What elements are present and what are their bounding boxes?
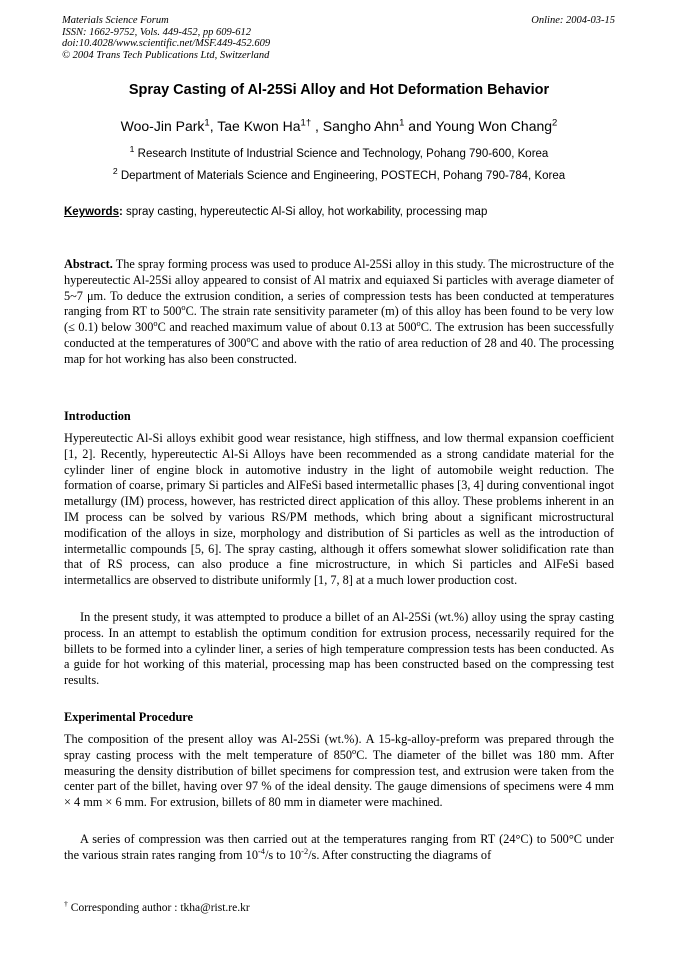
- abstract-text: C. The strain rate sensitivity parameter (m) of this alloy has been found to be very low (≤ 0.1) below 300: [64, 304, 614, 335]
- author-name: Woo-Jin Park: [120, 118, 205, 134]
- paragraph-text: The composition of the present alloy was Al-25Si (wt.%). A 15-kg-alloy-preform was prepared through the spray casting process with the melt temperature of 850: [64, 732, 614, 762]
- journal-header: [62, 15, 270, 61]
- author-name: Sangho Ahn: [322, 118, 400, 134]
- footnote-mark: †: [64, 899, 68, 909]
- affiliation-number: 2: [112, 166, 118, 177]
- abstract-text: C. The extrusion has been successfully conducted at the temperatures of 300: [64, 320, 615, 350]
- affiliation-text: Research Institute of Industrial Science and Technology, Pohang 790-600, Korea: [134, 148, 549, 160]
- paragraph-text: /s to 10: [264, 847, 302, 862]
- affiliation-number: 1: [129, 144, 135, 155]
- issn-line: ISSN: 1662-9752, Vols. 449-452, pp 609-612: [62, 26, 251, 38]
- paragraph: Hypereutectic Al-Si alloys exhibit good wear resistance, high stiffness, and low thermal expansion coefficient [1, 2]. Recently, hypereutectic Al-Si Alloys have been recommended as a strong candidate material for the cylinder liner of engine block in automotive industry in the light of automobile weight reduction. The formation of coarse, primary Si particles and AlFeSi based intermetallic phases [3, 4] during conventional ingot metallurgy (IM) process, however, has restricted direct application of this alloy. These problems inherent in an IM process can be solved by various RS/PM methods, which bring about a significant microstructural modification of the alloys in size, morphology and distribution of Si particles as well as the introduction of intermetallic compounds [5, 6]. The spray casting, although it offers somewhat slower solidification rate than that of RS process, can also produce a fine microstructure, in which Si particles and AlFeSi based intermetallics are observed to distribute uniformly [1, 7, 8] at a much lower production cost.: [64, 431, 614, 588]
- section-heading-experimental: Experimental Procedure: [64, 710, 193, 724]
- author-affil-mark: 1: [204, 117, 210, 129]
- online-date: Online: 2004-03-15: [531, 15, 615, 26]
- degree-mark: o: [246, 334, 251, 344]
- abstract: [64, 257, 614, 368]
- footnote: [64, 899, 250, 914]
- degree-mark: o: [181, 303, 186, 313]
- footnote-text: Corresponding author : tkha@rist.re.kr: [67, 902, 250, 914]
- paragraph-text: A series of compression was then carried out at the temperatures ranging from RT (24°C) to 500°C under the various strain rates ranging from 10: [64, 832, 614, 862]
- author-name: Tae Kwon Ha: [217, 118, 301, 134]
- abstract-label: Abstract.: [64, 257, 113, 271]
- paragraph-text: /s. After constructing the diagrams of: [308, 847, 492, 862]
- author-separator: ,: [311, 118, 323, 134]
- paragraph: [64, 732, 614, 811]
- affiliation-text: Department of Materials Science and Engineering, POSTECH, Pohang 790-784, Korea: [117, 170, 566, 182]
- exponent: -2: [301, 846, 309, 856]
- keywords-label: Keywords: [64, 206, 119, 218]
- paragraph: In the present study, it was attempted to produce a billet of an Al-25Si (wt.%) alloy using the spray casting process. In an attempt to establish the optimum condition for extrusion process, necessarily required for the billets to be formed into a cylinder liner, a series of high temperature compression tests has been conducted. As a guide for hot working of this material, processing map has been constructed based on the compressing test results.: [64, 610, 614, 688]
- journal-name: Materials Science Forum: [62, 15, 169, 26]
- abstract-text: C and reached maximum value of about 0.13 at 500: [157, 320, 417, 335]
- affiliation-2: [0, 166, 678, 182]
- section-heading-introduction: Introduction: [64, 409, 131, 423]
- author-list: [0, 118, 678, 134]
- author-affil-mark: 1: [399, 117, 405, 129]
- abstract-text: The spray forming process was used to produce Al-25Si alloy in this study. The microstructure of the hypereutectic Al-25Si alloy appeared to consist of Al matrix and equiaxed Si particles with average diameter of 5~7 μm. To deduce the extrusion condition, a series of compression tests has been conducted at temperatures ranging from RT to 500: [64, 257, 614, 319]
- author-separator: ,: [209, 118, 218, 134]
- author-affil-mark: 1†: [300, 117, 312, 129]
- keywords-text: spray casting, hypereutectic Al-Si alloy, hot workability, processing map: [126, 206, 488, 218]
- author-name: Young Won Chang: [435, 118, 553, 134]
- paragraph: [64, 832, 614, 864]
- paragraph-text: C. The diameter of the billet was 180 mm. After measuring the density distribution of billet specimens for compression test, and extrusion were taken from the center part of the billet, having over 97 % of the ideal density. The gauge dimensions of specimens were 4 mm × 4 mm × 6 mm. For extrusion, billets of 80 mm in diameter were machined.: [64, 747, 614, 810]
- paper-title: Spray Casting of Al-25Si Alloy and Hot Deformation Behavior: [128, 82, 550, 98]
- copyright-line: © 2004 Trans Tech Publications Ltd, Switzerland: [62, 49, 270, 61]
- abstract-text: C and above with the ratio of area reduction of 28 and 40. The processing map for hot working has also been constructed.: [64, 335, 614, 366]
- affiliation-1: [0, 144, 678, 160]
- degree-mark: o: [153, 319, 158, 329]
- author-affil-mark: 2: [552, 117, 558, 129]
- degree-mark: o: [352, 746, 357, 756]
- doi-line: doi:10.4028/www.scientific.net/MSF.449-452.609: [62, 38, 271, 50]
- exponent: -4: [257, 846, 265, 856]
- keywords: [64, 206, 487, 218]
- degree-mark: o: [416, 319, 421, 329]
- keywords-colon: :: [118, 206, 126, 218]
- author-separator: and: [404, 118, 436, 134]
